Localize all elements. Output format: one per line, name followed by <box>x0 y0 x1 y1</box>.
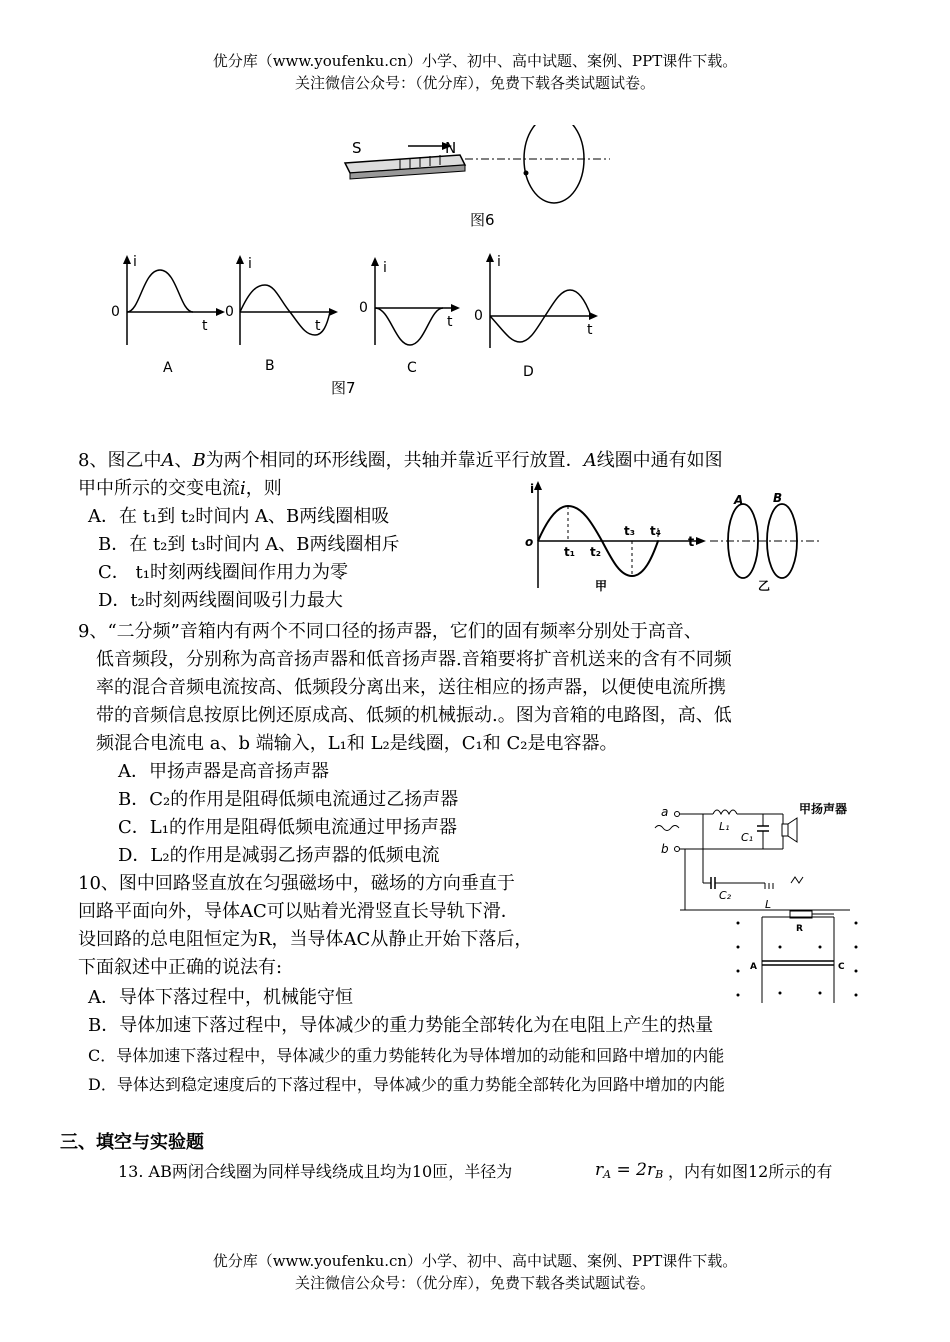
q9-option-b: B．C₂的作用是阻碍低频电流通过乙扬声器 <box>118 789 459 810</box>
graph-c <box>359 257 460 376</box>
graph-b-axis-t: t <box>315 318 321 334</box>
graph-c-label: C <box>407 360 417 376</box>
graph-a-axis-i: i <box>133 254 137 270</box>
magnet-s-label: S <box>352 139 362 157</box>
q9-l2-label: L <box>765 898 772 910</box>
q10-c-label: C <box>838 962 845 972</box>
graph-b-axis-i: i <box>248 256 252 272</box>
graph-d <box>474 253 598 380</box>
q9-terminal-a: a <box>661 805 669 819</box>
q9-option-d: D．L₂的作用是减弱乙扬声器的低频电流 <box>118 845 440 866</box>
q10-a-label: A <box>750 962 757 972</box>
section-3-title: 三、填空与实验题 <box>60 1132 204 1153</box>
q10-option-b: B．导体加速下落过程中，导体减少的重力势能全部转化为在电阻上产生的热量 <box>88 1015 714 1036</box>
q8-t4: t₄ <box>650 524 661 538</box>
q13-text-a: 13. AB两闭合线圈为同样导线绕成且均为10匝，半径为 <box>118 1162 513 1181</box>
wire-loop <box>524 125 584 203</box>
q8-stem-2a: 甲中所示的交变电流 <box>78 478 240 499</box>
q8-coil-a-label: A <box>734 493 744 507</box>
q8-option-c: C． t₁时刻两线圈间作用力为零 <box>98 562 348 583</box>
q10-line-4: 下面叙述中正确的说法有: <box>78 957 283 978</box>
q8-yi-label: 乙 <box>758 579 771 593</box>
q9-c2-label: C₂ <box>719 889 732 902</box>
q10-line-1: 10、图中回路竖直放在匀强磁场中，磁场的方向垂直于 <box>78 873 515 894</box>
q9-option-c: C．L₁的作用是阻碍低频电流通过甲扬声器 <box>118 817 457 838</box>
q9-l1-label: L₁ <box>719 820 730 833</box>
q10-option-c: C．导体加速下落过程中，导体减少的重力势能转化为导体增加的动能和回路中增加的内能 <box>88 1046 725 1065</box>
q8-coil-a: A <box>161 450 175 471</box>
q8-stem-1b: 为两个相同的环形线圈，共轴并靠近平行放置． <box>205 450 584 471</box>
loop-point <box>524 171 529 176</box>
q8-stem-1a: 图乙中 <box>107 450 162 471</box>
header-line-1: 优分库（www.youfenku.cn）小学、初中、高中试题、案例、PPT课件下载。 <box>212 52 738 70</box>
page-header <box>0 50 950 94</box>
fig7-caption: 图7 <box>331 379 356 397</box>
q9-line-2: 低音频段，分别称为高音扬声器和低音扬声器.音箱要将扩音机送来的含有不同频 <box>96 649 732 670</box>
graph-d-label: D <box>523 364 534 380</box>
graph-a-label: A <box>163 360 173 376</box>
q8-option-a: A．在 t₁到 t₂时间内 A、B两线圈相吸 <box>88 506 390 527</box>
graph-b-origin: 0 <box>225 304 234 320</box>
q13-text-b: ，内有如图12所示的有 <box>668 1162 833 1181</box>
q9-terminal-b: b <box>661 842 669 856</box>
q9-line-1: 9、“二分频”音箱内有两个不同口径的扬声器，它们的固有频率分别处于高音、 <box>78 621 702 642</box>
q8-figure <box>520 478 830 608</box>
q9-c1-label: C₁ <box>741 831 754 844</box>
q8-stem-line-2 <box>78 475 282 503</box>
inductor-l2-icon <box>765 883 773 889</box>
figure-7 <box>105 250 625 405</box>
q8-axis-t: t <box>688 535 695 550</box>
q8-sep: 、 <box>174 450 193 471</box>
graph-c-origin: 0 <box>359 300 368 316</box>
q13-formula: $r_A = 2r_B$ <box>595 1160 664 1181</box>
q8-t3: t₃ <box>624 524 635 538</box>
ac-source-icon <box>655 826 679 831</box>
graph-d-axis-t: t <box>587 322 593 338</box>
figure-6 <box>330 125 630 240</box>
q8-stem-line-1 <box>78 447 723 475</box>
q8-origin: o <box>525 535 534 549</box>
q10-option-d: D．导体达到稳定速度后的下落过程中，导体减少的重力势能全部转化为回路中增加的内能 <box>88 1075 725 1094</box>
graph-b <box>225 255 338 374</box>
footer-line-1: 优分库（www.youfenku.cn）小学、初中、高中试题、案例、PPT课件下载。 <box>212 1252 738 1270</box>
q8-coil-b: B <box>192 450 206 471</box>
q10-line-3: 设回路的总电阻恒定为R，当导体AC从静止开始下落后， <box>78 929 533 950</box>
q8-stem-2b: ，则 <box>245 478 282 499</box>
q8-option-b: B．在 t₂到 t₃时间内 A、B两线圈相斥 <box>98 534 400 555</box>
speaker-yi-icon <box>791 877 803 883</box>
graph-d-axis-i: i <box>497 254 501 270</box>
magnet-n-label: N <box>445 139 457 157</box>
graph-d-origin: 0 <box>474 308 483 324</box>
header-line-2: 关注微信公众号：（优分库），免费下载各类试题试卷。 <box>294 74 655 92</box>
graph-a <box>111 254 225 376</box>
q8-coil-b-label: B <box>773 491 783 505</box>
graph-a-axis-t: t <box>202 318 208 334</box>
q10-figure <box>680 905 865 1005</box>
speaker-jia-icon <box>782 824 788 836</box>
q8-current-i: i <box>240 478 246 499</box>
q8-option-d: D．t₂时刻两线圈间吸引力最大 <box>98 590 343 611</box>
q9-circuit-figure <box>645 798 870 910</box>
q8-stem-1c: 线圈中通有如图 <box>596 450 723 471</box>
q9-speaker-label: 甲扬声器 <box>799 802 848 816</box>
q8-jia-label: 甲 <box>595 579 608 593</box>
q8-number: 8、 <box>78 450 108 471</box>
q8-t1: t₁ <box>564 545 575 559</box>
q10-line-2: 回路平面向外，导体AC可以贴着光滑竖直长导轨下滑． <box>78 901 519 922</box>
graph-a-origin: 0 <box>111 304 120 320</box>
q9-option-a: A．甲扬声器是高音扬声器 <box>118 761 329 782</box>
page-footer <box>0 1250 950 1294</box>
footer-line-2: 关注微信公众号：（优分库），免费下载各类试题试卷。 <box>294 1274 655 1292</box>
q10-option-a: A．导体下落过程中，机械能守恒 <box>88 987 353 1008</box>
bar-magnet <box>345 155 465 179</box>
fig6-caption: 图6 <box>470 211 495 229</box>
inductor-l1-icon <box>713 810 737 814</box>
q8-t2: t₂ <box>590 545 601 559</box>
graph-c-axis-t: t <box>447 314 453 330</box>
q9-line-3: 率的混合音频电流按高、低频段分离出来，送往相应的扬声器，以便使电流所携 <box>96 677 726 698</box>
graph-c-axis-i: i <box>383 260 387 276</box>
graph-b-label: B <box>265 358 275 374</box>
q8-coil-a-2: A <box>583 450 597 471</box>
q9-line-4: 带的音频信息按原比例还原成高、低频的机械振动.。图为音箱的电路图，高、低 <box>96 705 732 726</box>
q10-r-label: R <box>796 924 803 934</box>
q9-line-5: 频混合电流电 a、b 端输入，L₁和 L₂是线圈，C₁和 C₂是电容器。 <box>96 733 618 754</box>
q8-axis-i: i <box>530 482 535 496</box>
